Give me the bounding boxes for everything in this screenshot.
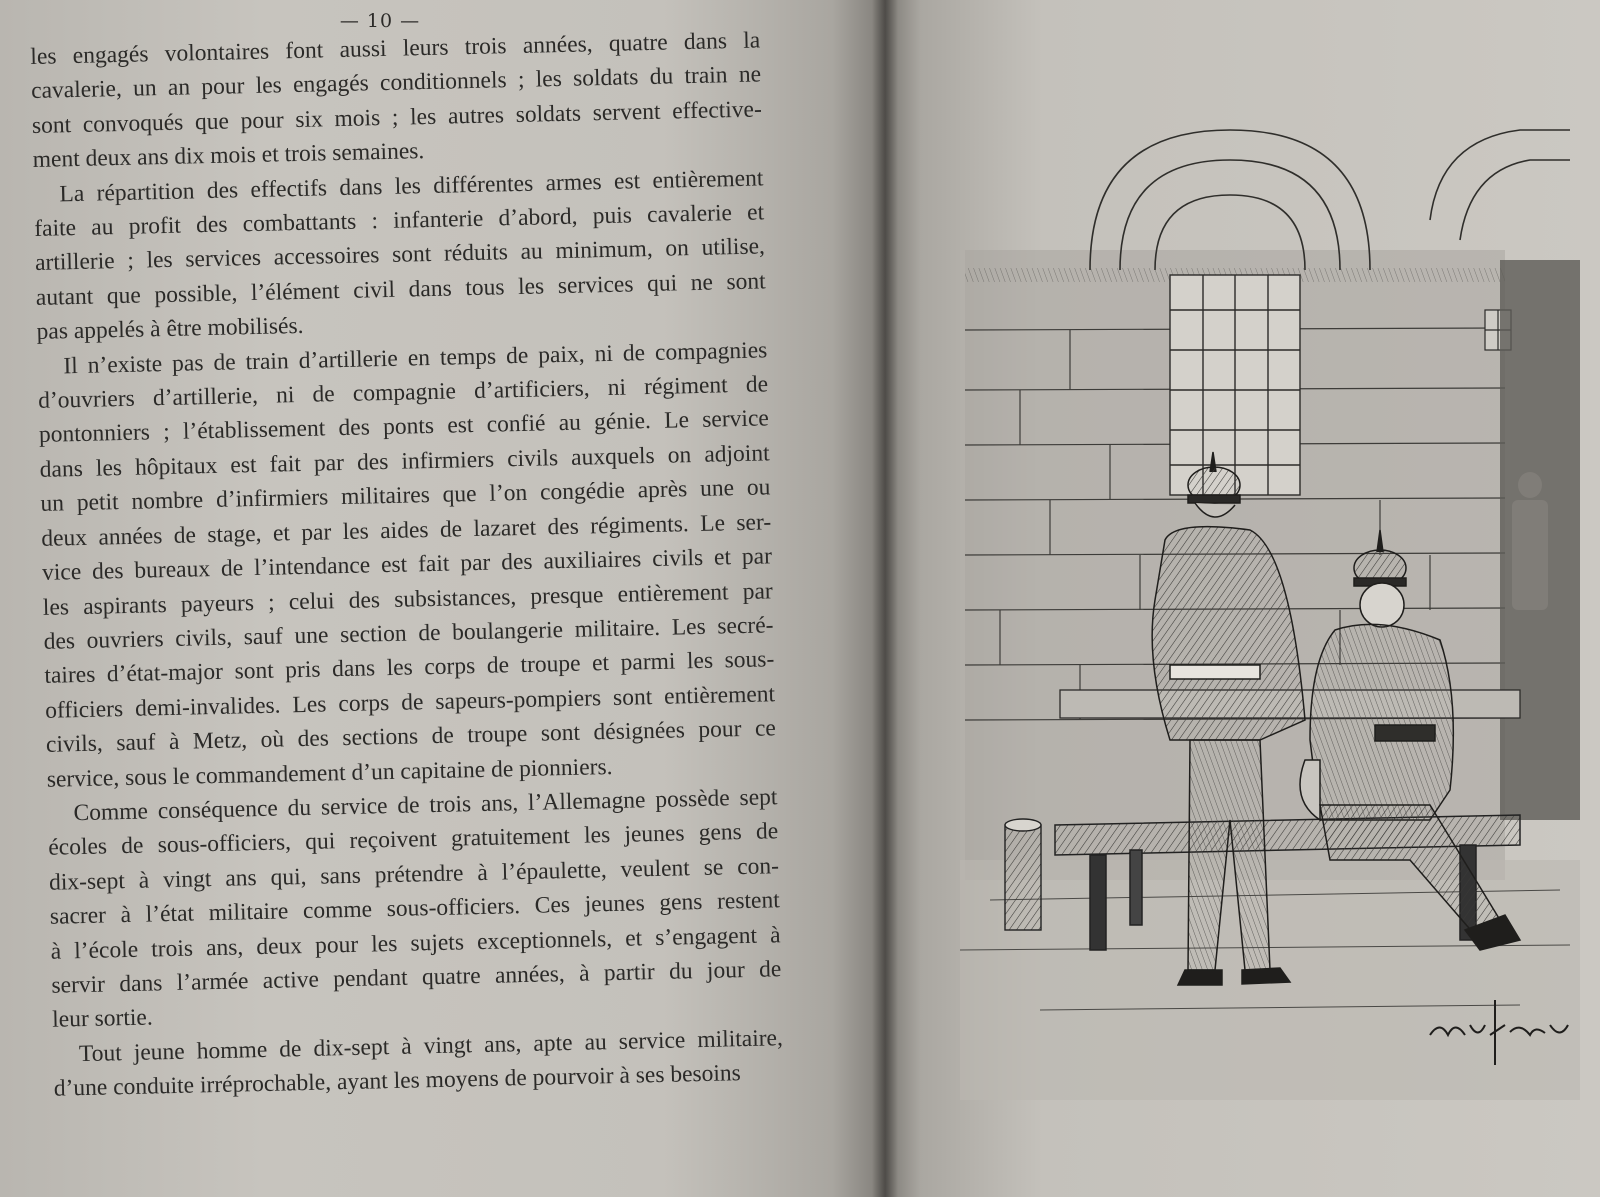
paragraph — [37, 333, 777, 797]
text-line: pontonniers ; l’établissement des ponts est confié au génie. Le service — [38, 405, 770, 449]
text-line: vice des bureaux de l’intendance est fait par des auxiliaires civils et par — [41, 543, 773, 586]
text-line: les engagés volontaires font aussi leurs trois années, quatre dans la — [30, 27, 761, 70]
text-line: civils, sauf à Metz, où des sections de troupe sont désignées pour ce — [45, 715, 777, 758]
text-line: taires d’état-major sont pris dans les corps de troupe et parmi les sous- — [44, 646, 775, 690]
text-line: Tout jeune homme de dix-sept à vingt ans, apte au service militaire, — [78, 1024, 784, 1067]
text-line: sont convoqués que pour six mois ; les autres soldats servent effective- — [31, 96, 763, 139]
text-line: Il n’existe pas de train d’artillerie en temps de paix, ni de compagnies — [63, 337, 768, 379]
text-line: un petit nombre d’infirmiers militaires que l’on congédie après une ou — [40, 474, 771, 518]
text-line: servir dans l’armée active pendant quatre années, à partir du jour de — [51, 956, 782, 999]
page-number: — 10 — — [339, 10, 421, 32]
text-line: dans les hôpitaux est fait par des infirmiers civils auxquels on adjoint — [39, 440, 770, 483]
text-line: ment deux ans dix mois et trois semaines. — [32, 138, 425, 174]
paragraph — [33, 161, 767, 350]
text-line: autant que possible, l’élément civil dans tous les services qui ne sont — [35, 268, 766, 311]
text-line: Comme conséquence du service de trois ans, l’Allemagne possède sept — [73, 784, 778, 827]
text-line: officiers demi-invalides. Les corps de sapeurs-pompiers sont entièrement — [44, 680, 776, 724]
text-line: leur sortie. — [51, 1004, 154, 1034]
text-line: d’ouvriers d’artillerie, ni de compagnie d’artificiers, ni régiment de — [37, 371, 769, 414]
paragraph — [47, 780, 782, 1037]
text-line: d’une conduite irréprochable, ayant les moyens de pourvoir à ses besoins — [53, 1060, 742, 1102]
text-line: cavalerie, un an pour les engagés conditionnels ; les soldats du train ne — [30, 61, 762, 105]
barred-window — [1170, 275, 1300, 495]
paragraph — [30, 23, 763, 177]
text-line: des ouvriers civils, sauf une section de boulangerie militaire. Les secré- — [43, 612, 774, 655]
book-gutter — [872, 0, 898, 1197]
text-line: dix-sept à vingt ans qui, sans prétendre à l’épaulette, veulent se con- — [48, 852, 780, 896]
text-line: faite au profit des combattants : infanterie d’abord, puis cavalerie et — [33, 199, 765, 242]
text-line: La répartition des effectifs dans les différentes armes est entièrement — [59, 165, 764, 207]
bollard — [1005, 819, 1041, 930]
text-line: à l’école trois ans, deux pour les sujets exceptionnels, et s’engagent à — [50, 921, 781, 965]
text-line: pas appelés à être mobilisés. — [36, 313, 304, 346]
text-line: service, sous le commandement d’un capitaine de pionniers. — [46, 753, 613, 793]
text-line: artillerie ; les services accessoires sont réduits au minimum, on utilise, — [34, 233, 766, 277]
text-line: écoles de sous-officiers, qui reçoivent gratuitement les jeunes gens de — [48, 818, 779, 862]
text-line: les aspirants payeurs ; celui des subsistances, presque entièrement par — [42, 577, 773, 621]
text-line: sacrer à l’état militaire comme sous-officiers. Ces jeunes gens restent — [49, 887, 781, 930]
text-line: deux années de stage, et par les aides de lazaret des régiments. Le ser- — [41, 509, 772, 552]
soldiers-illustration — [960, 100, 1580, 1100]
stone-arch — [1090, 130, 1570, 270]
body-text — [30, 23, 784, 1106]
